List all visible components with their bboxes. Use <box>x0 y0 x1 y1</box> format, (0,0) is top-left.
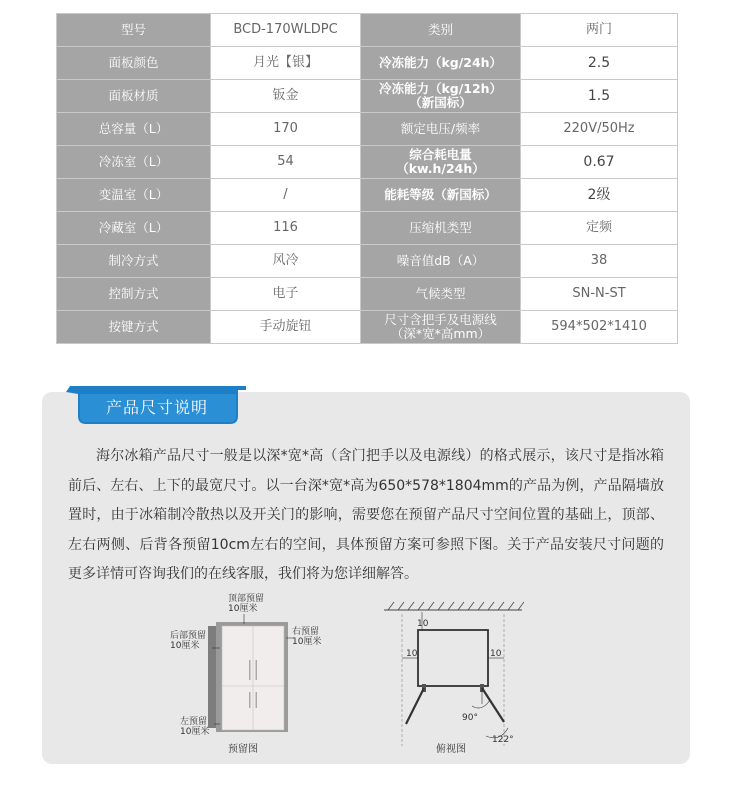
back-reserve-label: 后部预留 <box>170 631 207 641</box>
spec-label: 综合耗电量 （kw.h/24h） <box>361 146 521 179</box>
spec-value: 定频 <box>521 212 678 245</box>
section-title: 产品尺寸说明 <box>106 398 209 417</box>
reserve-diagram-caption: 预留图 <box>228 744 258 755</box>
spec-value: 月光【银】 <box>211 47 361 80</box>
spec-value: / <box>211 179 361 212</box>
right-reserve-label: 右预留 <box>292 627 320 637</box>
spec-row <box>57 179 678 212</box>
size-description: 海尔冰箱产品尺寸一般是以深*宽*高（含门把手以及电源线）的格式展示，该尺寸是指冰箱前后、左右、上下的最宽尺寸。以一台深*宽*高为650*578*1804mm的产品为例，产品隔墙放置时，由于冰箱制冷散热以及开关门的影响，需要您在预留产品尺寸空间位置的基础上，顶部、左右两侧、后背各预留10cm左右的空间，具体预留方案可参照下图。关于产品安装尺寸问题的更多详情可咨询我们的在线客服，我们将为您详细解答。 <box>68 448 664 582</box>
spec-label: 面板颜色 <box>57 47 211 80</box>
spec-row <box>57 113 678 146</box>
spec-value: 两门 <box>521 14 678 47</box>
spec-value: BCD-170WLDPC <box>211 14 361 47</box>
top-view-caption: 俯视图 <box>436 744 466 755</box>
spec-value: 电子 <box>211 278 361 311</box>
spec-value: 220V/50Hz <box>521 113 678 146</box>
top-reserve-label: 顶部预留 <box>228 594 265 604</box>
spec-value: 38 <box>521 245 678 278</box>
angle-122: 122° <box>492 735 514 745</box>
spec-value: 钣金 <box>211 80 361 113</box>
left-gap-dim: 10 <box>406 649 418 659</box>
spec-label: 压缩机类型 <box>361 212 521 245</box>
spec-label: 额定电压/频率 <box>361 113 521 146</box>
spec-label: 尺寸含把手及电源线 （深*宽*高mm） <box>361 311 521 344</box>
spec-label: 控制方式 <box>57 278 211 311</box>
spec-row <box>57 278 678 311</box>
spec-value: 1.5 <box>521 80 678 113</box>
spec-value: 594*502*1410 <box>521 311 678 344</box>
left-door <box>406 688 424 724</box>
spec-value: 170 <box>211 113 361 146</box>
fridge-outline <box>418 630 488 686</box>
spec-value: 116 <box>211 212 361 245</box>
spec-row <box>57 212 678 245</box>
left-reserve-value: 10厘米 <box>180 727 210 737</box>
spec-value: 54 <box>211 146 361 179</box>
spec-label: 噪音值dB（A） <box>361 245 521 278</box>
spec-value: 2.5 <box>521 47 678 80</box>
left-reserve-label: 左预留 <box>180 717 208 727</box>
top-view-diagram <box>384 596 524 758</box>
angle-90: 90° <box>462 713 478 723</box>
spec-value: SN-N-ST <box>521 278 678 311</box>
spec-label: 制冷方式 <box>57 245 211 278</box>
spec-value: 2级 <box>521 179 678 212</box>
top-gap-dim: 10 <box>417 619 429 629</box>
spec-label: 型号 <box>57 14 211 47</box>
section-title-tab <box>66 386 246 424</box>
right-gap-dim: 10 <box>490 649 502 659</box>
back-reserve-value: 10厘米 <box>170 641 200 651</box>
spec-value: 手动旋钮 <box>211 311 361 344</box>
spec-row <box>57 245 678 278</box>
spec-row <box>57 146 678 179</box>
spec-label: 总容量（L） <box>57 113 211 146</box>
spec-label: 类别 <box>361 14 521 47</box>
spec-row <box>57 80 678 113</box>
spec-value: 0.67 <box>521 146 678 179</box>
spec-label: 冷冻能力（kg/12h） （新国标） <box>361 80 521 113</box>
spec-label: 气候类型 <box>361 278 521 311</box>
spec-label: 冷冻能力（kg/24h） <box>361 47 521 80</box>
spec-value: 风冷 <box>211 245 361 278</box>
spec-row <box>57 311 678 344</box>
spec-label: 冷藏室（L） <box>57 212 211 245</box>
spec-label: 按键方式 <box>57 311 211 344</box>
right-reserve-value: 10厘米 <box>292 637 322 647</box>
spec-row <box>57 14 678 47</box>
top-reserve-value: 10厘米 <box>228 604 258 614</box>
spec-label: 冷冻室（L） <box>57 146 211 179</box>
spec-label: 变温室（L） <box>57 179 211 212</box>
reserve-diagram <box>164 590 334 758</box>
spec-label: 面板材质 <box>57 80 211 113</box>
spec-label: 能耗等级（新国标） <box>361 179 521 212</box>
spec-table <box>56 13 678 344</box>
spec-row <box>57 47 678 80</box>
